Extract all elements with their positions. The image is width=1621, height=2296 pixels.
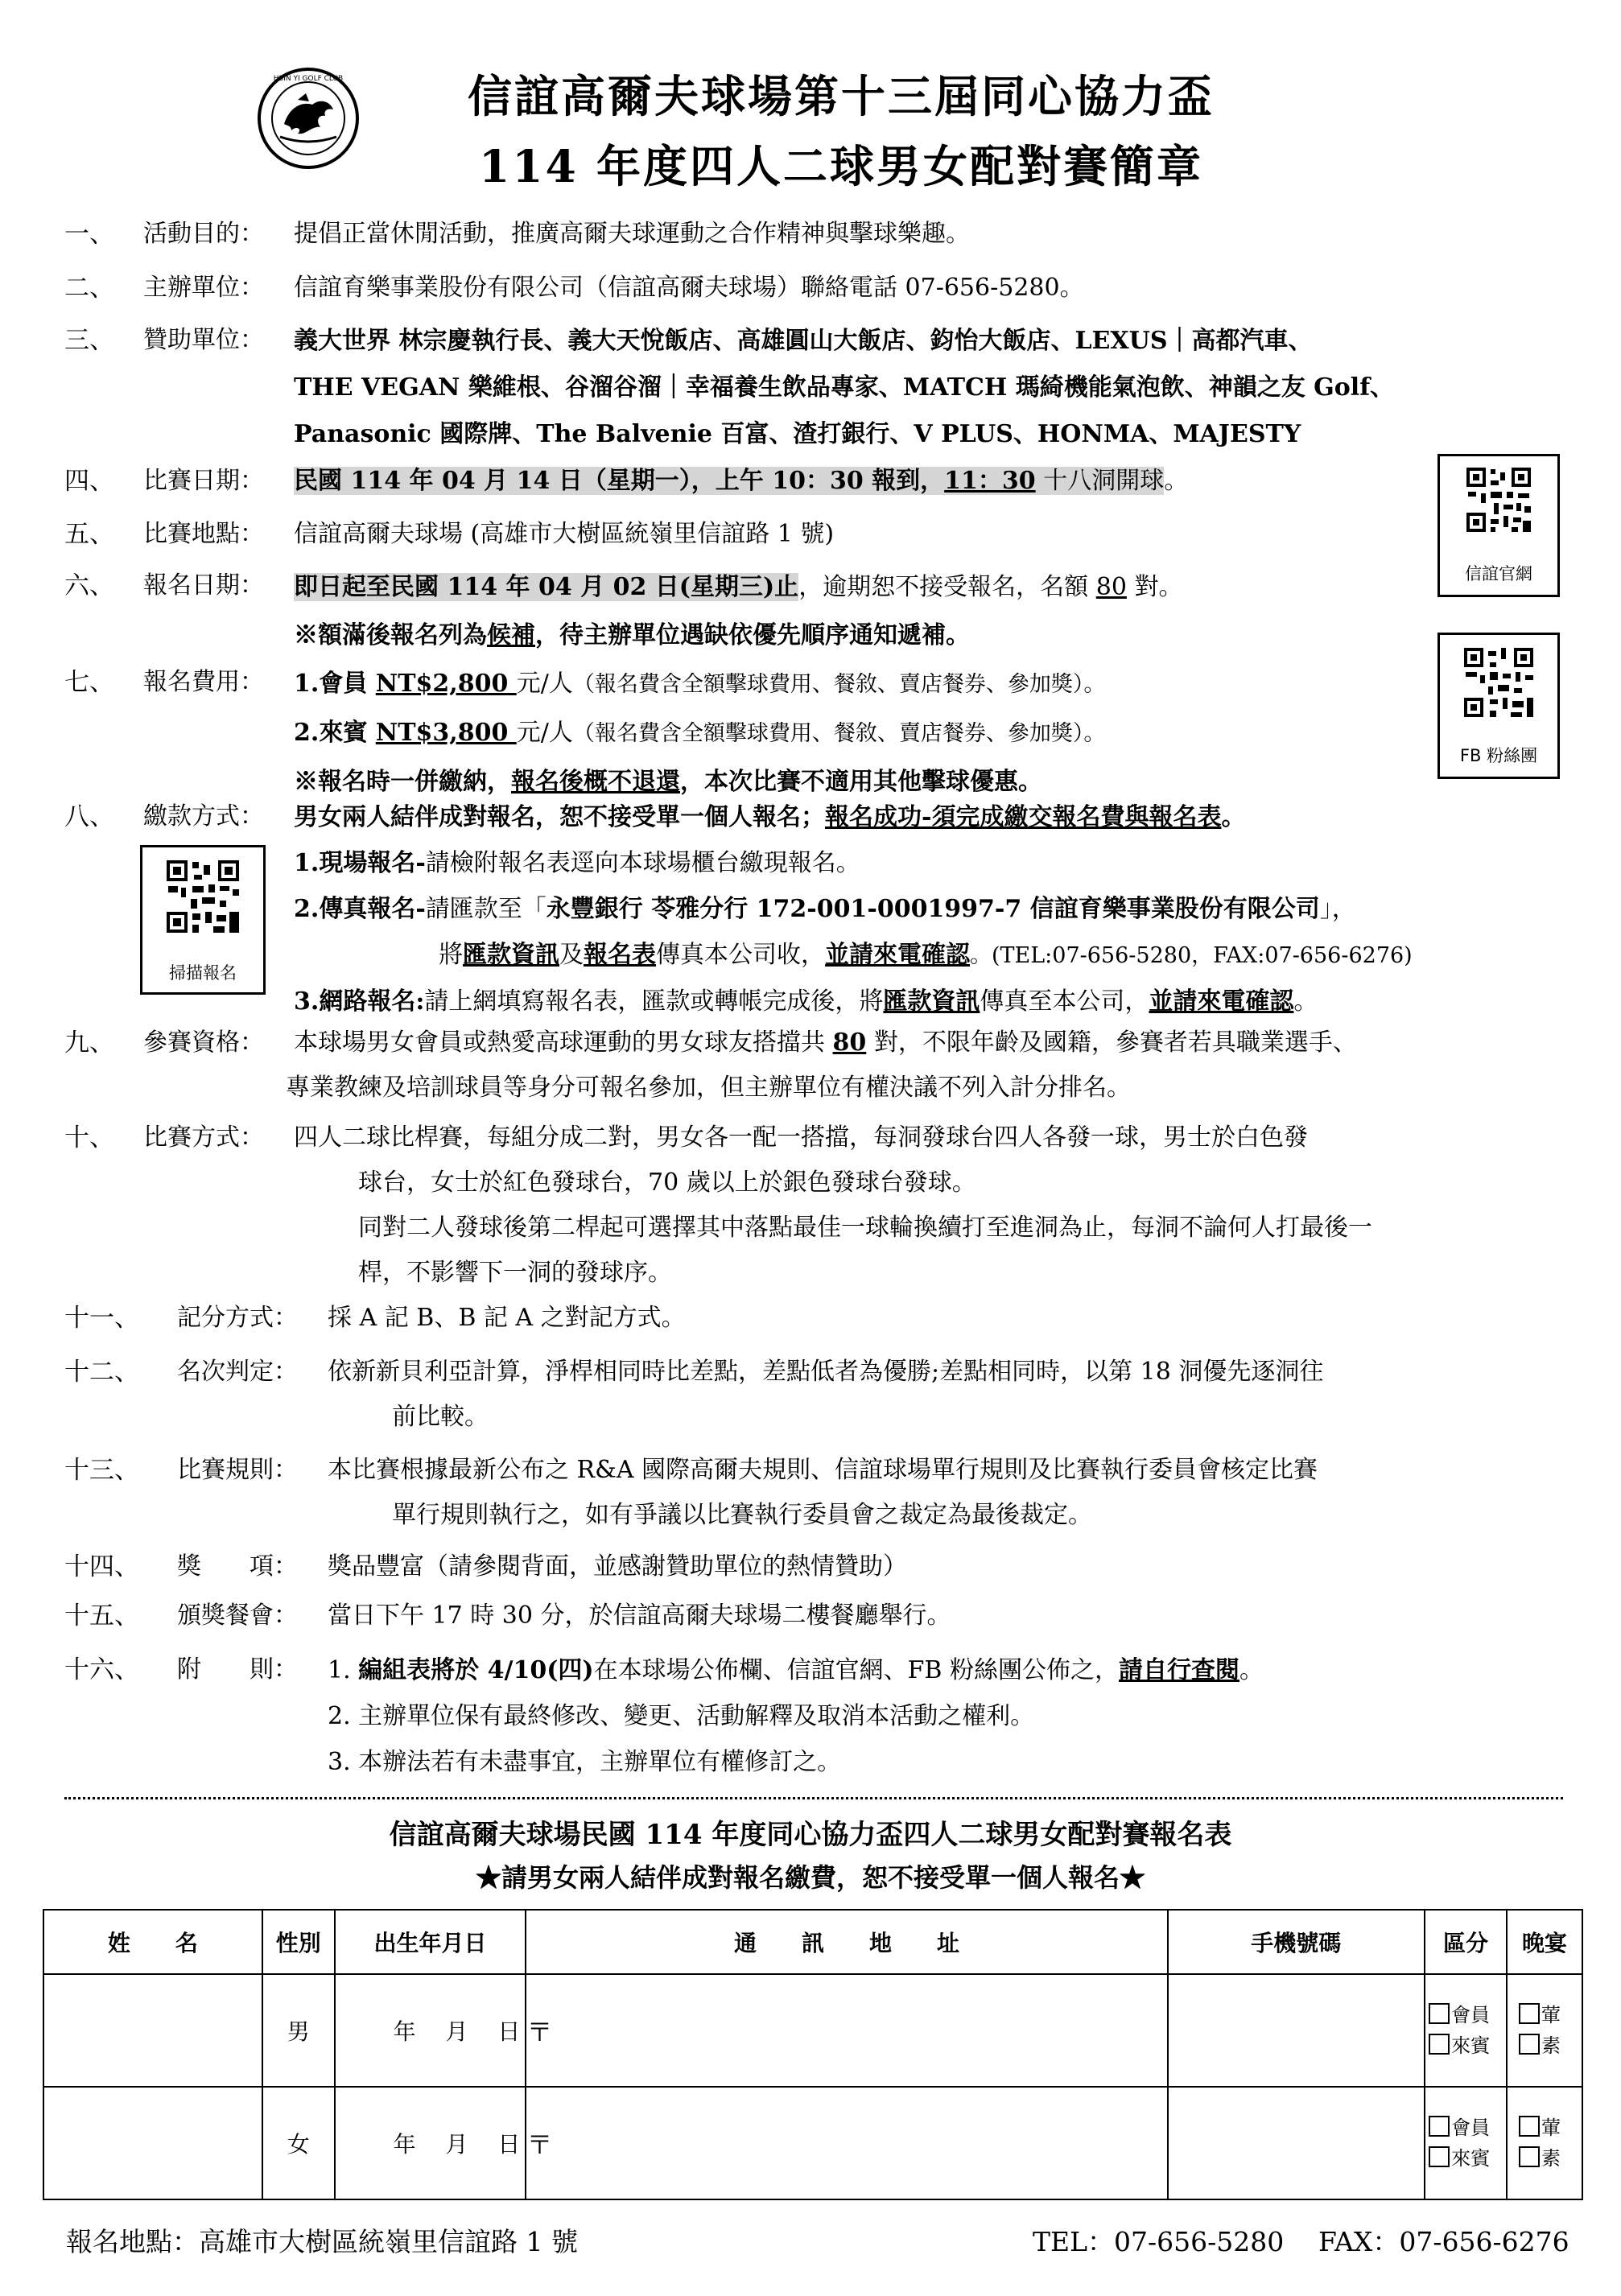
fee-unit: 元/人 — [516, 719, 573, 747]
address-field[interactable]: 〒 — [526, 2087, 1167, 2199]
fee-guest-amount: NT$3,800 — [375, 719, 517, 747]
tee-off-text: 十八洞開球 — [1035, 467, 1165, 495]
veg-label: 素 — [1541, 2034, 1561, 2057]
meat-label: 葷 — [1541, 2004, 1561, 2026]
section-text: 球台，女士於紅色發球台，70 歲以上於銀色發球台發球。 — [358, 1169, 976, 1197]
checkbox-icon[interactable] — [1429, 2116, 1450, 2137]
member-label: 會員 — [1451, 2117, 1491, 2139]
veg-checkbox-option[interactable] — [1519, 2030, 1582, 2061]
fee-member-amount: NT$2,800 — [375, 670, 517, 698]
qr-code-fb[interactable] — [1437, 633, 1560, 779]
contact-numbers: 。(TEL:07-656-5280，FAX:07-656-6276) — [970, 943, 1413, 968]
punctuation: 。 — [1239, 1656, 1264, 1684]
pair-requirement: 男女兩人結伴成對報名，恕不接受單一個人報名； — [294, 803, 825, 831]
mobile-field[interactable] — [1168, 1974, 1425, 2087]
guest-label: 來賓 — [1451, 2034, 1491, 2057]
registration-form-table — [43, 1909, 1583, 2200]
gender-cell: 女 — [262, 2087, 335, 2199]
dinner-options — [1507, 1974, 1582, 2087]
payment-method-text: 傳真至本公司， — [980, 987, 1149, 1016]
payment-method-text: 請上網填寫報名表，匯款或轉帳完成後，將 — [424, 987, 884, 1016]
payment-method-text: 將 — [439, 941, 463, 969]
pair-count: 80 — [832, 1028, 867, 1057]
meat-checkbox-option[interactable] — [1519, 2000, 1582, 2030]
waitlist-note: ，待主辦單位遇缺依優先順序通知遞補。 — [535, 621, 970, 649]
refund-note: ，本次比賽不適用其他擊球優惠。 — [680, 768, 1042, 796]
form-subtitle: ★請男女兩人結伴成對報名繳費，恕不接受單一個人報名★ — [475, 1862, 1145, 1893]
section-number: 十、 — [64, 1123, 114, 1152]
section-number: 一、 — [64, 220, 114, 249]
checkbox-icon[interactable] — [1429, 2003, 1450, 2024]
section-text: 專業教練及培訓球員等身分可報名參加，但主辦單位有權決議不列入計分排名。 — [286, 1074, 1131, 1102]
bank-account: 永豐銀行 苓雅分行 172-001-0001997-7 信誼育樂事業股份有限公司 — [546, 895, 1320, 923]
table-header-row — [43, 1910, 1582, 1974]
dinner-options — [1507, 2087, 1582, 2199]
section-text: 獎品豐富（請參閱背面，並感謝贊助單位的熱情贊助） — [328, 1552, 907, 1581]
registration-form: 報名表 — [584, 941, 656, 969]
sponsor-line: Panasonic 國際牌、The Balvenie 百富、渣打銀行、V PLUS、HONMA、MAJESTY — [294, 420, 1301, 448]
section-text: 對。 — [1126, 573, 1183, 601]
section-label: 記分方式： — [177, 1304, 298, 1332]
checkbox-icon[interactable] — [1519, 2116, 1540, 2137]
section-text: 當日下午 17 時 30 分，於信誼高爾夫球場二樓餐廳舉行。 — [328, 1601, 951, 1630]
section-number: 九、 — [64, 1028, 114, 1057]
sponsor-list — [294, 318, 1394, 458]
address-field[interactable]: 〒 — [526, 1974, 1167, 2087]
member-checkbox-option[interactable] — [1429, 2113, 1506, 2143]
event-date: 民國 114 年 04 月 14 日（星期一），上午 10：30 報到， — [294, 467, 945, 495]
section-label: 頒獎餐會： — [177, 1601, 298, 1630]
header-category: 區分 — [1425, 1910, 1507, 1974]
section-label: 比賽日期： — [143, 467, 264, 495]
checkbox-icon[interactable] — [1429, 2034, 1450, 2055]
call-confirm: 並請來電確認 — [1149, 987, 1294, 1016]
section-text: 桿，不影響下一洞的發球序。 — [358, 1259, 672, 1287]
section-text: 信誼高爾夫球場 (高雄市大樹區統嶺里信誼路 1 號) — [294, 520, 835, 548]
fee-category-guest: 2.來賓 — [294, 719, 376, 747]
title-line-2: 114 年度四人二球男女配對賽簡章 — [479, 140, 1203, 192]
section-label: 參賽資格： — [143, 1028, 264, 1057]
mobile-field[interactable] — [1168, 2087, 1425, 2199]
sponsor-line: THE VEGAN 樂維根、谷溜谷溜｜幸福養生飲品專家、MATCH 瑪綺機能氣泡飲、神韻之友 Golf、 — [294, 373, 1395, 402]
check-yourself-note: 請自行查閱 — [1119, 1656, 1239, 1684]
punctuation: 。 — [1164, 467, 1189, 495]
section-number: 十四、 — [64, 1552, 139, 1581]
waitlist-keyword: 候補 — [487, 621, 535, 649]
section-text: 同對二人發球後第二桿起可選擇其中落點最佳一球輪換續打至進洞為止，每洞不論何人打最後一 — [358, 1214, 1372, 1242]
table-row-male — [43, 1974, 1582, 2087]
section-number: 四、 — [64, 467, 114, 496]
waitlist-note: ※額滿後報名列為 — [294, 621, 487, 649]
section-label: 比賽方式： — [143, 1123, 264, 1152]
registration-period: 即日起至民國 114 年 04 月 02 日(星期三)止 — [294, 573, 799, 601]
section-text: 3. 本辦法若有未盡事宜，主辦單位有權修訂之。 — [328, 1748, 842, 1776]
section-label: 比賽規則： — [177, 1456, 298, 1484]
member-label: 會員 — [1451, 2004, 1491, 2026]
section-label: 主辦單位： — [143, 274, 264, 302]
cut-line-divider — [64, 1797, 1563, 1799]
payment-method-onsite: 1.現場報名- — [294, 849, 426, 877]
punctuation: 。 — [1293, 987, 1318, 1016]
section-label: 贊助單位： — [143, 326, 264, 354]
section-label: 比賽地點： — [143, 520, 264, 548]
meat-label: 葷 — [1541, 2117, 1561, 2139]
fee-category-member: 1.會員 — [294, 670, 376, 698]
section-label: 報名日期： — [143, 571, 264, 600]
checkbox-icon[interactable] — [1519, 2003, 1540, 2024]
golf-club-logo — [256, 66, 361, 171]
payment-method-text: 請匯款至「 — [425, 895, 547, 923]
qr-pattern-icon — [142, 847, 263, 957]
svg-text:HSIN YI GOLF CLUB: HSIN YI GOLF CLUB — [273, 75, 344, 83]
footer-fax: FAX：07-656-6276 — [1318, 2226, 1569, 2257]
section-number: 十一、 — [64, 1304, 139, 1333]
section-number: 十三、 — [64, 1456, 139, 1485]
no-refund-note: 報名後概不退還 — [511, 768, 680, 796]
sponsor-line: 義大世界 林宗慶執行長、義大天悅飯店、高雄圓山大飯店、鈞怡大飯店、LEXUS｜高都汽車、 — [294, 327, 1313, 355]
payment-method-text: 傳真本公司收， — [656, 941, 825, 969]
section-text: 四人二球比桿賽，每組分成二對，男女各一配一搭擋，每洞發球台四人各發一球，男士於白色發 — [294, 1123, 1308, 1152]
tee-time: 11：30 — [944, 467, 1036, 495]
remittance-info: 匯款資訊 — [883, 987, 980, 1016]
section-text: 提倡正當休閒活動，推廣高爾夫球運動之合作精神與擊球樂趣。 — [294, 220, 970, 248]
section-number: 十二、 — [64, 1358, 139, 1387]
checkbox-icon[interactable] — [1429, 2146, 1450, 2167]
payment-method-text: 請檢附報名表逕向本球場櫃台繳現報名。 — [425, 849, 860, 877]
gender-cell: 男 — [262, 1974, 335, 2087]
veg-checkbox-option[interactable] — [1519, 2143, 1582, 2174]
qr-caption: 信誼官網 — [1465, 564, 1532, 583]
payment-method-online: 3.網路報名: — [294, 987, 425, 1016]
birthdate-field[interactable]: 年 月 日 — [335, 2087, 526, 2199]
section-number: 二、 — [64, 274, 114, 303]
category-options — [1425, 2087, 1507, 2199]
checkbox-icon[interactable] — [1519, 2034, 1540, 2055]
guest-checkbox-option[interactable] — [1429, 2030, 1506, 2061]
section-number: 八、 — [64, 802, 114, 831]
refund-note: ※報名時一併繳納， — [294, 768, 511, 796]
section-text: 本比賽根據最新公布之 R&A 國際高爾夫規則、信誼球場單行規則及比賽執行委員會核定比賽 — [328, 1456, 1318, 1484]
punctuation: 。 — [1221, 803, 1246, 831]
footer-tel: TEL：07-656-5280 — [1033, 2226, 1285, 2257]
punctuation: 」， — [1319, 895, 1356, 923]
qr-pattern-icon — [1440, 456, 1557, 559]
table-row-female — [43, 2087, 1582, 2199]
grouping-announcement-date: 編組表將於 4/10(四) — [358, 1656, 594, 1684]
section-label: 繳款方式： — [143, 802, 264, 831]
qr-caption: FB 粉絲團 — [1459, 746, 1538, 765]
section-label: 附 則： — [177, 1655, 298, 1684]
header-mobile: 手機號碼 — [1168, 1910, 1425, 1974]
section-number: 五、 — [64, 520, 114, 549]
checkbox-icon[interactable] — [1519, 2146, 1540, 2167]
section-text: 在本球場公佈欄、信誼官網、FB 粉絲團公佈之， — [593, 1656, 1119, 1684]
fee-description: （報名費含全額擊球費用、餐敘、賣店餐券、參加獎）。 — [572, 672, 1106, 697]
header-dinner: 晚宴 — [1507, 1910, 1582, 1974]
guest-checkbox-option[interactable] — [1429, 2143, 1506, 2174]
section-text: 依新新貝利亞計算，淨桿相同時比差點，差點低者為優勝;差點相同時，以第 18 洞優先逐洞往 — [328, 1358, 1324, 1386]
qr-caption: 掃描報名 — [169, 963, 237, 983]
section-label: 名次判定： — [177, 1358, 298, 1386]
call-confirm: 並請來電確認 — [825, 941, 970, 969]
category-options — [1425, 1974, 1507, 2087]
header-address: 通 訊 地 址 — [526, 1910, 1167, 1974]
fee-description: （報名費含全額擊球費用、餐敘、賣店餐券、參加獎）。 — [572, 721, 1106, 746]
qr-code-signup[interactable] — [140, 845, 266, 995]
fee-unit: 元/人 — [516, 670, 573, 698]
title-line-1: 信誼高爾夫球場第十三屆同心協力盃 — [467, 70, 1215, 122]
form-title: 信誼高爾夫球場民國 114 年度同心協力盃四人二球男女配對賽報名表 — [389, 1819, 1232, 1851]
payment-method-text: 及 — [559, 941, 584, 969]
section-number: 十五、 — [64, 1601, 139, 1630]
registration-requirement: 報名成功-須完成繳交報名費與報名表 — [825, 803, 1222, 831]
header-name: 姓 名 — [43, 1910, 262, 1974]
footer-address: 報名地點：高雄市大樹區統嶺里信誼路 1 號 — [66, 2226, 578, 2257]
section-text: 採 A 記 B、B 記 A 之對記方式。 — [328, 1304, 686, 1332]
meat-checkbox-option[interactable] — [1519, 2113, 1582, 2143]
qr-pattern-icon — [1440, 635, 1557, 740]
section-text: 2. 主辦單位保有最終修改、變更、活動解釋及取消本活動之權利。 — [328, 1702, 1035, 1730]
birthdate-field[interactable]: 年 月 日 — [335, 1974, 526, 2087]
section-number: 十六、 — [64, 1655, 139, 1684]
name-field[interactable] — [43, 1974, 262, 2087]
section-number: 三、 — [64, 326, 114, 355]
section-text: ，逾期恕不接受報名，名額 — [798, 573, 1096, 601]
quota-number: 80 — [1095, 573, 1127, 601]
section-text: 前比較。 — [392, 1403, 489, 1431]
section-text: 單行規則執行之，如有爭議以比賽執行委員會之裁定為最後裁定。 — [392, 1501, 1092, 1529]
section-text: 本球場男女會員或熱愛高球運動的男女球友搭擋共 — [294, 1028, 833, 1057]
payment-method-fax: 2.傳真報名- — [294, 895, 426, 923]
qr-code-website[interactable] — [1437, 454, 1560, 597]
section-number: 七、 — [64, 668, 114, 697]
section-text: 信誼育樂事業股份有限公司（信誼高爾夫球場）聯絡電話 07-656-5280。 — [294, 274, 1084, 302]
name-field[interactable] — [43, 2087, 262, 2199]
guest-label: 來賓 — [1451, 2147, 1491, 2170]
section-label: 活動目的： — [143, 220, 264, 248]
veg-label: 素 — [1541, 2147, 1561, 2170]
section-number: 六、 — [64, 571, 114, 600]
item-number: 1. — [328, 1656, 359, 1684]
member-checkbox-option[interactable] — [1429, 2000, 1506, 2030]
remittance-info: 匯款資訊 — [463, 941, 559, 969]
section-label: 獎 項： — [177, 1552, 298, 1581]
section-text: 對，不限年齡及國籍，參賽者若具職業選手、 — [866, 1028, 1357, 1057]
section-label: 報名費用： — [143, 668, 264, 696]
header-birthdate: 出生年月日 — [335, 1910, 526, 1974]
header-gender: 性別 — [262, 1910, 335, 1974]
